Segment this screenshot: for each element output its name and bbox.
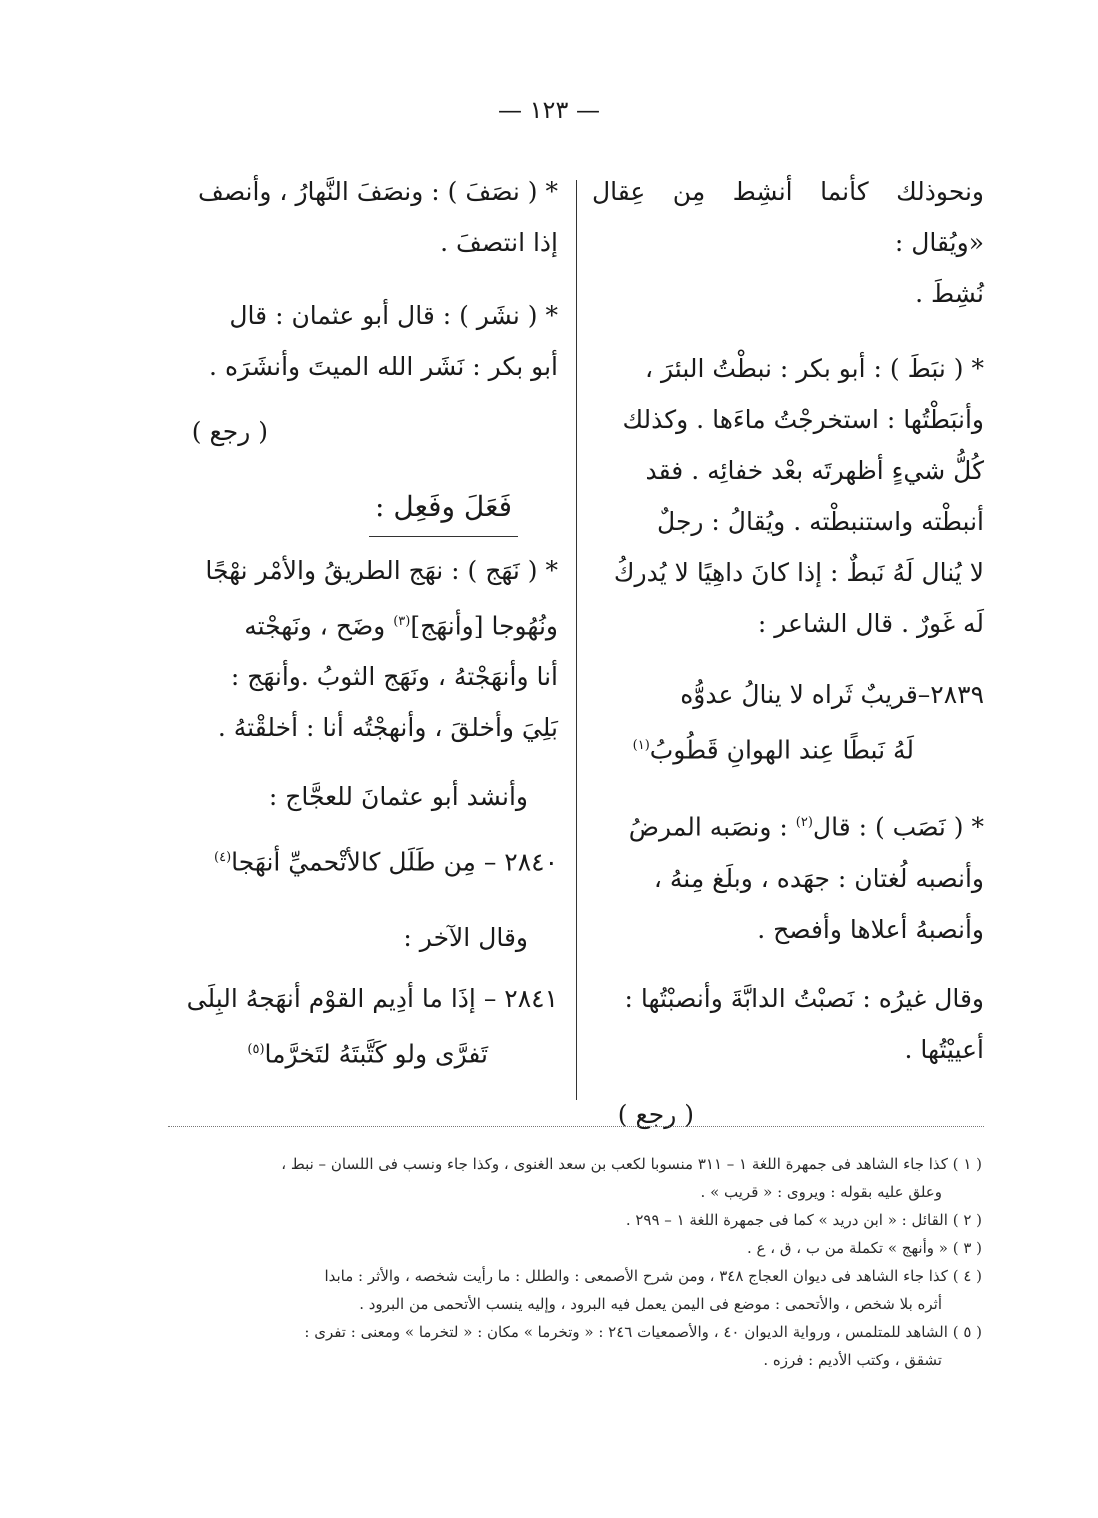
cross-reference: ( رجع ) <box>617 1099 694 1129</box>
footnote-line: تشقق ، وكتب الأديم : فرزه . <box>763 1351 942 1369</box>
text-line: أعييْتُها . <box>904 1034 984 1064</box>
entry-nasab-2 <box>592 973 984 1075</box>
text-line: أنا وأنهَجْتهُ ، ونَهَج الثوبُ .وأنهَج : <box>230 662 558 692</box>
text-line: بَلِيَ وأخلقَ ، وأنهجْتُه أنا : أخلقْتهُ . <box>217 713 558 743</box>
footnote-separator <box>168 1126 984 1127</box>
footnote-line: أثره بلا شخص ، والأتحمى : موضع فى اليمن يعمل فيه البرود ، وإليه ينسب الأتحمى من البرود . <box>359 1295 942 1313</box>
footnote-line: ( ١ ) كذا جاء الشاهد فى جمهرة اللغة ١ – ٣١١ منسوبا لكعب بن سعد الغنوى ، وكذا جاء ونسب فى اللسان – نبط ، <box>281 1155 982 1173</box>
entry-nasab <box>592 797 984 954</box>
text-line: * ( نَهَج ) : نهَج الطريقُ والأمْر نهْجًا <box>205 556 558 585</box>
text-line: * ( نشَر ) : قال أبو عثمان : قال <box>229 301 558 330</box>
right-column <box>592 166 984 1164</box>
text-line: ونُهُوجا [وأنهَج]$^{(٣)}$ وضَح ، ونَهجْته <box>244 611 558 641</box>
text-line: وأنبَطْتُها : استخرجْتُ ماءَها . وكذلك <box>622 405 984 434</box>
entry-nashar <box>166 290 558 392</box>
entry-nabat <box>592 343 984 649</box>
left-column <box>166 166 558 1093</box>
text-line: وأنصبه لُغتان : جهَده ، وبلَغ مِنهُ ، <box>653 863 984 893</box>
verse-line: ٢٨٣٩–قريبٌ ثَراه لا ينالُ عدوُّه <box>680 680 984 709</box>
text-line: * ( نصَفَ ) : ونصَفَ النَّهارُ ، وأنصف <box>197 177 558 206</box>
footnotes <box>166 1150 982 1374</box>
footnote-ref: (١) <box>632 738 650 753</box>
text-line: إذا انتصفَ . <box>440 228 558 257</box>
entry-nashit <box>592 166 984 319</box>
text-line: * ( نبَطَ ) : أبو بكر : نبطْتُ البئرَ ، <box>644 354 984 383</box>
text-line: نُشِطَ . <box>915 279 984 308</box>
footnote-line: ( ٤ ) كذا جاء الشاهد فى ديوان العجاج ٣٤٨ ، ومن شرح الأصمعى : والطلل : ما رأيت شخصه ، والأثر : مابدا <box>324 1267 982 1285</box>
section-heading: فَعَلَ وفَعِل : <box>166 481 558 537</box>
verse-intro: وقال الآخر : <box>403 922 528 952</box>
footnote-ref: (٤) <box>214 850 232 866</box>
footnote-ref: (٢) <box>795 815 813 831</box>
footnote-line: ( ٢ ) القائل : « ابن دريد » كما فى جمهرة اللغة ١ – ٢٩٩ . <box>625 1211 982 1229</box>
text-line: لا يُنال لَهُ نَبطٌ : إذا كانَ داهِيًا لا يُدركُ <box>613 558 984 587</box>
footnote-line: ( ٥ ) الشاهد للمتلمس ، ورواية الديوان ٤٠ ، والأصمعيات ٢٤٦ : « وتخرما » مكان : « لتخرما » ومعنى : تفرى : <box>304 1323 982 1341</box>
text-line: وأنصبهُ أعلاها وأفصح . <box>757 914 984 944</box>
entry-nahaj <box>166 545 558 753</box>
verse-2841 <box>166 973 558 1079</box>
verse-line: لَهُ نَبطًا عِند الهوانِ قَطُوبُ$^{(١)}$ <box>632 735 914 765</box>
page-number: — ١٢٣ — <box>498 96 600 124</box>
text-line: أبو بكر : نَشَر الله الميتَ وأنشَرَه . <box>209 352 558 381</box>
entry-nasaf <box>166 166 558 268</box>
text-line: أنبطْته واستنبطْته . ويُقالُ : رجلٌ <box>657 507 984 536</box>
footnote-line: ( ٣ ) « وأنهج » تكملة من ب ، ق ، ع . <box>746 1239 982 1257</box>
verse-2839 <box>592 669 984 775</box>
footnote-line: وعلق عليه بقوله : ويروى : « قريب » . <box>700 1183 942 1201</box>
verse-line: ٢٨٤١ – إذَا ما أدِيم القوْم أنهَجهُ البِلَى <box>186 983 558 1013</box>
verse-2840: ٢٨٤٠ – مِن طَلَل كالأتْحميِّ أنهَجا$^{(٤)}$ <box>214 847 558 877</box>
text-line: * ( نَصَب ) : قال$^{(٢)}$ : ونصَبه المرضُ <box>628 812 984 842</box>
verse-intro: وأنشد أبو عثمانَ للعجَّاج : <box>268 782 528 812</box>
text-line: كُلُّ شيءٍ أظهرتَه بعْد خفائِه . فقد <box>645 456 984 485</box>
cross-reference: ( رجع ) <box>191 417 268 446</box>
text-line: وقال غيرُه : نَصبْتُ الدابَّةَ وأنصبْتُها : <box>624 983 984 1013</box>
text-line: لَه غَورٌ . قال الشاعر : <box>757 609 984 638</box>
column-divider <box>576 180 577 1100</box>
footnote-ref: (٥) <box>247 1041 265 1057</box>
footnote-ref: (٣) <box>393 614 411 629</box>
verse-line: تَفرَّى ولو كَتَّبتَهُ لتَخرَّما$^{(٥)}$ <box>247 1038 488 1068</box>
text-line: ونحوذلك كأنما أنشِط مِن عِقال «ويُقال : <box>592 177 984 257</box>
